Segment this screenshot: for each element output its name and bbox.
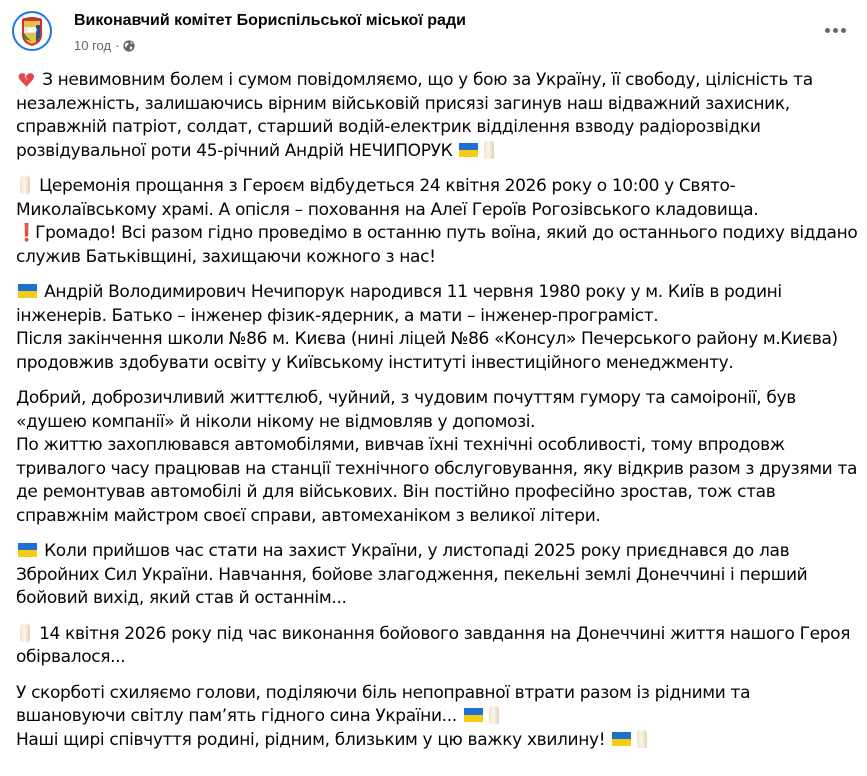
text-line: У скорботі схиляємо голови, поділяючи біль непоправної втрати разом із рідними та bbox=[16, 682, 751, 703]
text-line: По життю захоплювався автомобілями, вивчав їхні технічні особливості, тому впродовж bbox=[16, 435, 785, 455]
text-line bbox=[16, 281, 861, 305]
text-line bbox=[16, 140, 861, 164]
coat-of-arms-icon bbox=[14, 13, 50, 49]
paragraph-condolences bbox=[16, 682, 861, 753]
text: 14 квітня 2026 року під час виконання бойового завдання на Донеччині життя нашого Героя bbox=[39, 623, 851, 644]
candle-icon bbox=[484, 141, 494, 159]
text-line: інженерів. Батько – інженер фізик-ядерник, а мати – інженер-програміст. bbox=[16, 305, 659, 326]
ukraine-flag-icon bbox=[464, 708, 483, 722]
text-line: де ремонтував автомобілі й для військових. Він постійно професійно зростав, тож став bbox=[16, 482, 776, 502]
post-header bbox=[0, 0, 867, 64]
text-line bbox=[16, 705, 861, 729]
text-line bbox=[16, 729, 861, 753]
text-line: справжній патріот, солдат, старший водій-електрик відділення взводу радіорозвідки bbox=[16, 117, 761, 137]
exclamation-icon: ❗ bbox=[16, 223, 37, 243]
text-line: Добрий, доброзичливий життєлюб, чуйний, з чудовим почуттям гумору та самоіронії, був bbox=[16, 388, 796, 408]
page-name-link[interactable]: Виконавчий комітет Бориспільської міської ради bbox=[74, 12, 466, 29]
text-line: справжнім майстром своєї справи, автомеханіком з великої літери. bbox=[16, 505, 601, 526]
text: Церемонія прощання з Героєм відбудеться 24 квітня 2026 року о 10:00 у Свято- bbox=[39, 176, 736, 196]
text: розвідувальної роти 45-річний Андрій НЕЧИПОРУК bbox=[16, 140, 453, 161]
text-line: Після закінчення школи №86 м. Києва (нині ліцей №86 «Консул» Печерського району м.Києва) bbox=[16, 329, 838, 349]
text-line: продовжив здобувати освіту у Київському інституті інвестиційного менеджменту. bbox=[16, 352, 734, 373]
more-options-icon bbox=[825, 28, 830, 33]
candle-icon bbox=[489, 706, 499, 724]
text: Громадо! Всі разом гідно проведімо в останню путь воїна, який до останнього подиху віддано bbox=[35, 223, 858, 243]
candle-icon bbox=[20, 624, 30, 642]
text-line bbox=[16, 69, 861, 93]
text-line: служив Батьківщині, захищаючи кожного з нас! bbox=[16, 246, 436, 267]
text: Андрій Володимирович Нечипорук народився 11 червня 1980 року у м. Київ в родині bbox=[44, 282, 782, 302]
ukraine-flag-icon bbox=[459, 143, 478, 157]
text: Коли прийшов час стати на захист України, у листопаді 2025 року приєднався до лав bbox=[44, 541, 790, 561]
paragraph-service bbox=[16, 540, 861, 611]
paragraph-ceremony bbox=[16, 175, 861, 269]
paragraph-announcement bbox=[16, 69, 861, 163]
text-line: незалежність, залишаючись вірним військовій присязі загинув наш відважний захисник, bbox=[16, 93, 790, 114]
page-avatar[interactable] bbox=[12, 11, 52, 51]
text: Наші щирі співчуття родині, рідним, близьким у цю важку хвилину! bbox=[16, 729, 606, 750]
text-line: обірвалося... bbox=[16, 647, 126, 667]
ukraine-flag-icon bbox=[18, 543, 37, 557]
text-line: Миколаївському храмі. А опісля – поховання на Алеї Героїв Рогозівського кладовища. bbox=[16, 199, 759, 220]
candle-icon bbox=[20, 176, 30, 194]
post-timestamp[interactable]: 10 год bbox=[74, 38, 112, 53]
more-dot bbox=[833, 28, 838, 33]
paragraph-character bbox=[16, 387, 861, 528]
more-dot bbox=[841, 28, 846, 33]
text-line: тривалого часу працював на станції технічного обслуговування, яку відкрив разом з друзями та bbox=[16, 458, 858, 479]
more-options-button[interactable] bbox=[821, 20, 849, 40]
paragraph-biography bbox=[16, 281, 861, 375]
text-line bbox=[16, 623, 861, 647]
broken-heart-icon bbox=[18, 72, 35, 88]
text-line: бойовий вихід, який став й останнім... bbox=[16, 588, 347, 608]
meta-separator: · bbox=[115, 38, 120, 53]
post-body bbox=[16, 69, 861, 764]
text-line bbox=[16, 175, 861, 199]
candle-icon bbox=[637, 730, 647, 748]
text-line: «душею компанії» й ніколи нікому не відмовляв у допомозі. bbox=[16, 411, 536, 432]
post-meta bbox=[74, 37, 135, 55]
globe-icon bbox=[123, 40, 135, 52]
ukraine-flag-icon bbox=[612, 732, 631, 746]
text-line bbox=[16, 540, 861, 564]
text-line: Збройних Сил України. Навчання, бойове злагодження, пекельні землі Донеччині і перший bbox=[16, 564, 808, 585]
text-line bbox=[16, 222, 861, 246]
ukraine-flag-icon bbox=[18, 284, 37, 298]
paragraph-death bbox=[16, 623, 861, 670]
text: З невимовним болем і сумом повідомляємо, що у бою за Україну, її свободу, цілісність та bbox=[42, 70, 813, 90]
text: вшановуючи світлу пам’ять гідного сина України... bbox=[16, 706, 457, 726]
